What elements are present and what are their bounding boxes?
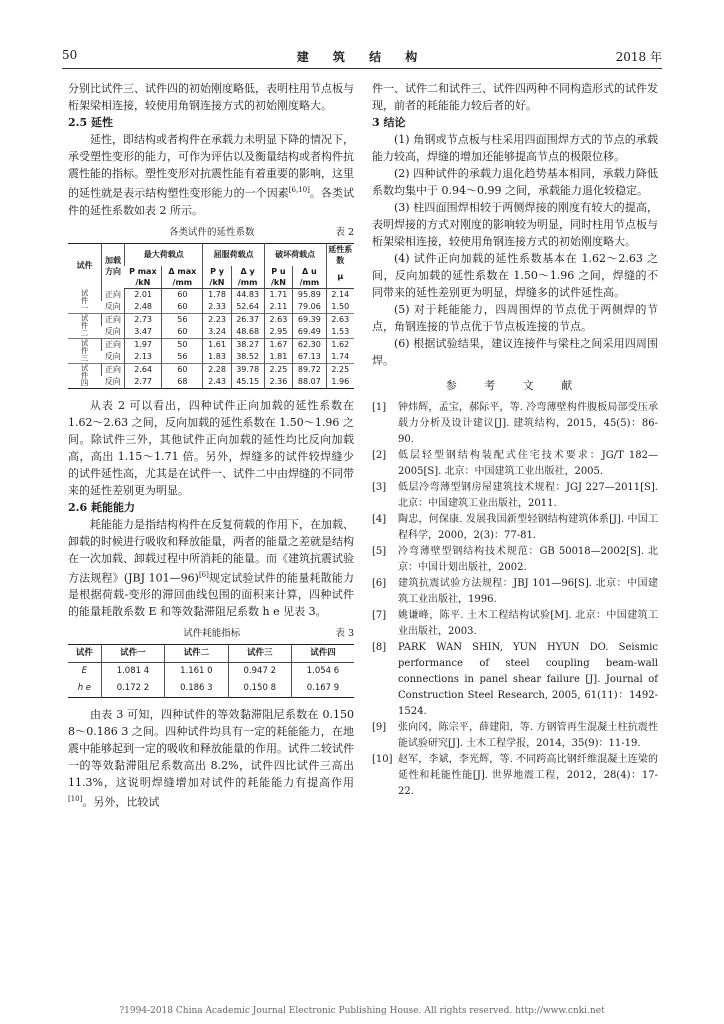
table-row <box>68 363 354 376</box>
reference-number: [4] <box>372 514 387 525</box>
sub-header: μ <box>326 266 354 289</box>
reference-list <box>372 400 658 800</box>
reference-item <box>372 752 658 800</box>
left-column <box>68 80 354 811</box>
reference-item <box>372 400 658 448</box>
value-cell: 0.150 8 <box>228 680 291 698</box>
value-cell: 2.73 <box>125 313 162 326</box>
value-cell: 2.25 <box>326 363 354 376</box>
value-cell: 3.24 <box>203 326 231 339</box>
value-cell: 60 <box>162 326 203 339</box>
value-cell: 1.74 <box>326 351 354 364</box>
value-cell: 2.48 <box>125 301 162 314</box>
value-cell: 60 <box>162 288 203 301</box>
value-cell: 38.52 <box>231 351 264 364</box>
value-cell: 2.23 <box>203 313 231 326</box>
reference-number: [9] <box>372 722 387 733</box>
reference-item <box>372 480 658 512</box>
value-cell: 1.78 <box>203 288 231 301</box>
value-cell: 62.30 <box>293 338 326 351</box>
citation: [6,10] <box>288 186 310 194</box>
value-cell: 2.95 <box>264 326 292 339</box>
table-row <box>68 663 354 681</box>
page-header <box>62 48 662 64</box>
direction-cell: 正向 <box>102 313 125 326</box>
direction-cell: 反向 <box>104 352 121 362</box>
references-heading: 参 考 文 献 <box>445 379 585 392</box>
reference-number: [5] <box>372 546 387 557</box>
value-cell: 2.25 <box>264 363 292 376</box>
energy-table <box>68 644 354 698</box>
row-key: E <box>81 666 88 677</box>
value-cell: 2.36 <box>264 376 292 389</box>
direction-cell: 正向 <box>102 363 125 376</box>
col-header: 试件一 <box>101 645 164 663</box>
value-cell: 79.06 <box>293 301 326 314</box>
value-cell: 1.53 <box>326 326 354 339</box>
header-rule <box>62 68 662 69</box>
reference-text: 赵军，李斌，李光辉，等. 不同跨高比钢纤维混凝土连梁的延性和耗能性能[J]. 世界地震工程，2012，28(4)：17-22. <box>398 754 658 797</box>
col-header: 最大荷载点 <box>125 243 203 266</box>
table-row <box>68 301 354 314</box>
col-header: 试件二 <box>165 645 228 663</box>
value-cell: 44.83 <box>231 288 264 301</box>
table-row <box>68 326 354 339</box>
reference-text: PARK WAN SHIN, YUN HYUN DO. Seismic performance of steel coupling beam-wall connections in panel shear failure [J]. Journal of Construction Steel Research, 2005, 61(11)：1492-1524. <box>398 642 658 717</box>
copyright-footer: ?1994-2018 China Academic Journal Electronic Publishing House. All rights reserved. http://www.cnki.net <box>119 1006 605 1016</box>
value-cell: 1.081 4 <box>101 663 164 681</box>
citation: [6] <box>198 570 209 579</box>
value-cell: 2.77 <box>125 376 162 389</box>
reference-text: 钟炜辉，孟宝，郝际平，等. 冷弯薄壁构件腹板局部受压承载力分析及设计建议[J]. 建筑结构，2015，45(5)：86-90. <box>398 402 658 445</box>
specimen-cell: 试件四 <box>68 363 102 388</box>
col-header: 破坏荷载点 <box>264 243 326 266</box>
reference-text: 低层冷弯薄型钢房屋建筑技术规程：JGJ 227—2011[S]. 北京：中国建筑工业出版社，2011. <box>398 482 658 509</box>
direction-cell: 正向 <box>102 288 125 301</box>
col-header: 试件四 <box>291 645 354 663</box>
direction-cell: 反向 <box>104 327 121 337</box>
value-cell: 1.161 0 <box>165 663 228 681</box>
value-cell: 1.62 <box>326 338 354 351</box>
direction-cell: 反向 <box>104 377 121 387</box>
value-cell: 56 <box>162 351 203 364</box>
value-cell: 2.11 <box>264 301 292 314</box>
section-heading: 2.5 延性 <box>68 116 113 129</box>
reference-number: [7] <box>372 610 387 621</box>
value-cell: 0.947 2 <box>228 663 291 681</box>
reference-item <box>372 608 658 640</box>
row-key: h e <box>77 683 92 694</box>
reference-number: [10] <box>372 754 393 765</box>
conclusion-item: (1) 角钢或节点板与柱采用四面围焊方式的节点的承载能力较高，焊缝的增加还能够提高节点的极限位移。 <box>372 133 658 163</box>
reference-text: 建筑抗震试验方法规程：JBJ 101—96[S]. 北京：中国建筑工业出版社，1996. <box>398 578 658 605</box>
reference-text: 低层轻型钢结构装配式住宅技术要求：JG/T 182—2005[S]. 北京：中国建筑工业出版社，2005. <box>398 450 658 477</box>
value-cell: 1.96 <box>326 376 354 389</box>
value-cell: 0.186 3 <box>165 680 228 698</box>
value-cell: 1.83 <box>203 351 231 364</box>
value-cell: 2.13 <box>125 351 162 364</box>
table-label: 表 3 <box>335 628 354 640</box>
sub-header: Δ max /mm <box>162 266 203 289</box>
sub-header: Δ u /mm <box>293 266 326 289</box>
value-cell: 68 <box>162 376 203 389</box>
paragraph: 从表 2 可以看出，四种试件正向加载的延性系数在 1.62～2.63 之间，反向加载的延性系数在 1.50～1.96 之间。除试件三外，其他试件正向加载的延性均比反向加载高，高出 1.15～1.71 倍。另外，焊缝多的试件较焊缝少的试件延性高，尤其是在试件一、试件二中由焊缝的不同带来的延性差别更为明显。 <box>68 398 354 497</box>
paragraph: 分别比试件三、试件四的初始刚度略低，表明柱用节点板与桁架梁相连接，较使用角钢连接方式的初始刚度略大。 <box>68 82 354 112</box>
reference-text: 张向冈，陈宗平，薛建阳，等. 方钢管再生混凝土柱抗震性能试验研究[J]. 土木工程学报，2014，35(9)：11-19. <box>398 722 658 749</box>
sub-header: P y /kN <box>203 266 231 289</box>
table-caption: 各类试件的延性系数 表 2 <box>68 224 354 241</box>
conclusion-item: (2) 四种试件的承载力退化趋势基本相同，承载力降低系数均集中于 0.94～0.99 之间，承载能力退化较稳定。 <box>372 167 658 197</box>
value-cell: 1.71 <box>264 288 292 301</box>
direction-cell: 反向 <box>104 302 121 312</box>
col-header: 试件 <box>76 261 93 271</box>
col-header: 加载方向 <box>102 243 125 288</box>
col-header: 屈服荷载点 <box>203 243 264 266</box>
value-cell: 3.47 <box>125 326 162 339</box>
reference-text: 陶忠，何保康. 发展我国新型轻钢结构建筑体系[J]. 中国工程科学，2000，2(3)：77-81. <box>398 514 658 541</box>
value-cell: 2.43 <box>203 376 231 389</box>
value-cell: 1.81 <box>264 351 292 364</box>
issue-year: 2018 年 <box>615 50 662 64</box>
value-cell: 89.72 <box>293 363 326 376</box>
value-cell: 60 <box>162 301 203 314</box>
value-cell: 88.07 <box>293 376 326 389</box>
col-header: 延性系数 <box>326 243 354 266</box>
value-cell: 26.37 <box>231 313 264 326</box>
value-cell: 1.61 <box>203 338 231 351</box>
reference-item <box>372 544 658 576</box>
table-row <box>68 351 354 364</box>
value-cell: 39.78 <box>231 363 264 376</box>
page-number: 50 <box>62 48 78 62</box>
value-cell: 0.172 2 <box>101 680 164 698</box>
value-cell: 67.13 <box>293 351 326 364</box>
value-cell: 95.89 <box>293 288 326 301</box>
conclusions <box>372 131 658 369</box>
value-cell: 69.49 <box>293 326 326 339</box>
reference-item <box>372 720 658 752</box>
conclusion-item: (4) 试件正向加载的延性系数基本在 1.62～2.63 之间，反向加载的延性系数在 1.50～1.96 之间，焊缝的不同带来的延性差别更为明显，焊缝多的试件延性高。 <box>372 252 658 299</box>
conclusion-item: (3) 柱四面围焊相较于两侧焊接的刚度有较大的提高，表明焊接的方式对刚度的影响较为明显，同时柱用节点板与桁架梁相连接，较使用角钢连接方式的初始刚度略大。 <box>372 201 658 248</box>
value-cell: 2.33 <box>203 301 231 314</box>
specimen-cell: 试件二 <box>68 313 102 338</box>
value-cell: 69.39 <box>293 313 326 326</box>
paragraph: 延性，即结构或者构件在承载力未明显下降的情况下，承受塑性变形的能力，可作为评估以及衡量结构或者构件抗震性能的指标。塑性变形对抗震性能有着重要的影响，这里的延性就是表示结构塑性变形能力的一个因素[6,10]。各类试件的延性系数如表 2 所示。 <box>68 133 354 217</box>
value-cell: 1.67 <box>264 338 292 351</box>
right-column <box>372 80 658 800</box>
col-header: 试件 <box>68 645 101 663</box>
value-cell: 38.27 <box>231 338 264 351</box>
reference-item <box>372 576 658 608</box>
reference-item <box>372 448 658 480</box>
col-header: 试件三 <box>228 645 291 663</box>
paragraph: 件一、试件二和试件三、试件四两种不同构造形式的试件发现，前者的耗能能力较后者的好。 <box>372 82 658 112</box>
reference-text: 姚谦峰，陈平. 土木工程结构试验[M]. 北京：中国建筑工业出版社，2003. <box>398 610 658 637</box>
specimen-cell: 试件三 <box>68 338 102 363</box>
value-cell: 2.01 <box>125 288 162 301</box>
value-cell: 2.63 <box>326 313 354 326</box>
table-row <box>68 313 354 326</box>
value-cell: 45.15 <box>231 376 264 389</box>
value-cell: 2.63 <box>264 313 292 326</box>
sub-header: P u /kN <box>264 266 292 289</box>
paragraph: 耗能能力是指结构构件在反复荷载的作用下，在加载、卸载的时候进行吸收和释放能量，两者的能量之差就是结构在一次加载、卸载过程中所消耗的能量。而《建筑抗震试验方法规程》(JBJ 101—96)[6]规定试验试件的能量耗散能力是根据荷载-变形的滞回曲线包围的面积来计算，四种试件的能量耗散系数 E 和等效黏滞阻尼系数 h e 见表 3。 <box>68 517 354 619</box>
value-cell: 48.68 <box>231 326 264 339</box>
table-row <box>68 680 354 698</box>
table-label: 表 2 <box>335 226 354 238</box>
reference-number: [3] <box>372 482 387 493</box>
value-cell: 0.167 9 <box>291 680 354 698</box>
value-cell: 52.64 <box>231 301 264 314</box>
reference-item <box>372 512 658 544</box>
reference-number: [1] <box>372 402 387 413</box>
section-heading: 2.6 耗能能力 <box>68 500 135 514</box>
value-cell: 1.50 <box>326 301 354 314</box>
ductility-table <box>68 243 354 389</box>
sub-header: P max /kN <box>125 266 162 289</box>
value-cell: 50 <box>162 338 203 351</box>
value-cell: 56 <box>162 313 203 326</box>
table-caption: 试件耗能指标 表 3 <box>68 625 354 642</box>
direction-cell: 正向 <box>102 338 125 351</box>
reference-number: [6] <box>372 578 387 589</box>
reference-number: [2] <box>372 450 387 461</box>
value-cell: 1.054 6 <box>291 663 354 681</box>
value-cell: 2.28 <box>203 363 231 376</box>
table-row <box>68 338 354 351</box>
table-row <box>68 288 354 301</box>
value-cell: 2.14 <box>326 288 354 301</box>
reference-text: 冷弯薄壁型钢结构技术规范：GB 50018—2002[S]. 北京：中国计划出版社，2002. <box>398 546 658 573</box>
paragraph: 由表 3 可知，四种试件的等效黏滞阻尼系数在 0.150 8～0.186 3 之间。四种试件均具有一定的耗能能力，在地震中能够起到一定的吸收和释放能量的作用。试件二较试件一的等效黏滞阻尼系数高出 8.2%，试件四比试件三高出 11.3%，这说明焊缝增加对试件的耗能能力有提高作用[10]。另外，比较试 <box>68 708 354 809</box>
journal-title: 建 筑 结 构 <box>296 50 428 64</box>
reference-item <box>372 640 658 720</box>
specimen-cell: 试件一 <box>80 289 89 312</box>
reference-number: [8] <box>372 642 387 653</box>
value-cell: 60 <box>162 363 203 376</box>
section-heading: 3 结论 <box>372 116 406 129</box>
sub-header: Δ y /mm <box>231 266 264 289</box>
table-row <box>68 376 354 389</box>
value-cell: 2.64 <box>125 363 162 376</box>
value-cell: 1.97 <box>125 338 162 351</box>
citation: [10] <box>68 795 83 804</box>
conclusion-item: (6) 根据试验结果，建议连接件与梁柱之间采用四周围焊。 <box>372 337 658 367</box>
conclusion-item: (5) 对于耗能能力，四周围焊的节点优于两侧焊的节点，角钢连接的节点优于节点板连接的节点。 <box>372 303 658 333</box>
